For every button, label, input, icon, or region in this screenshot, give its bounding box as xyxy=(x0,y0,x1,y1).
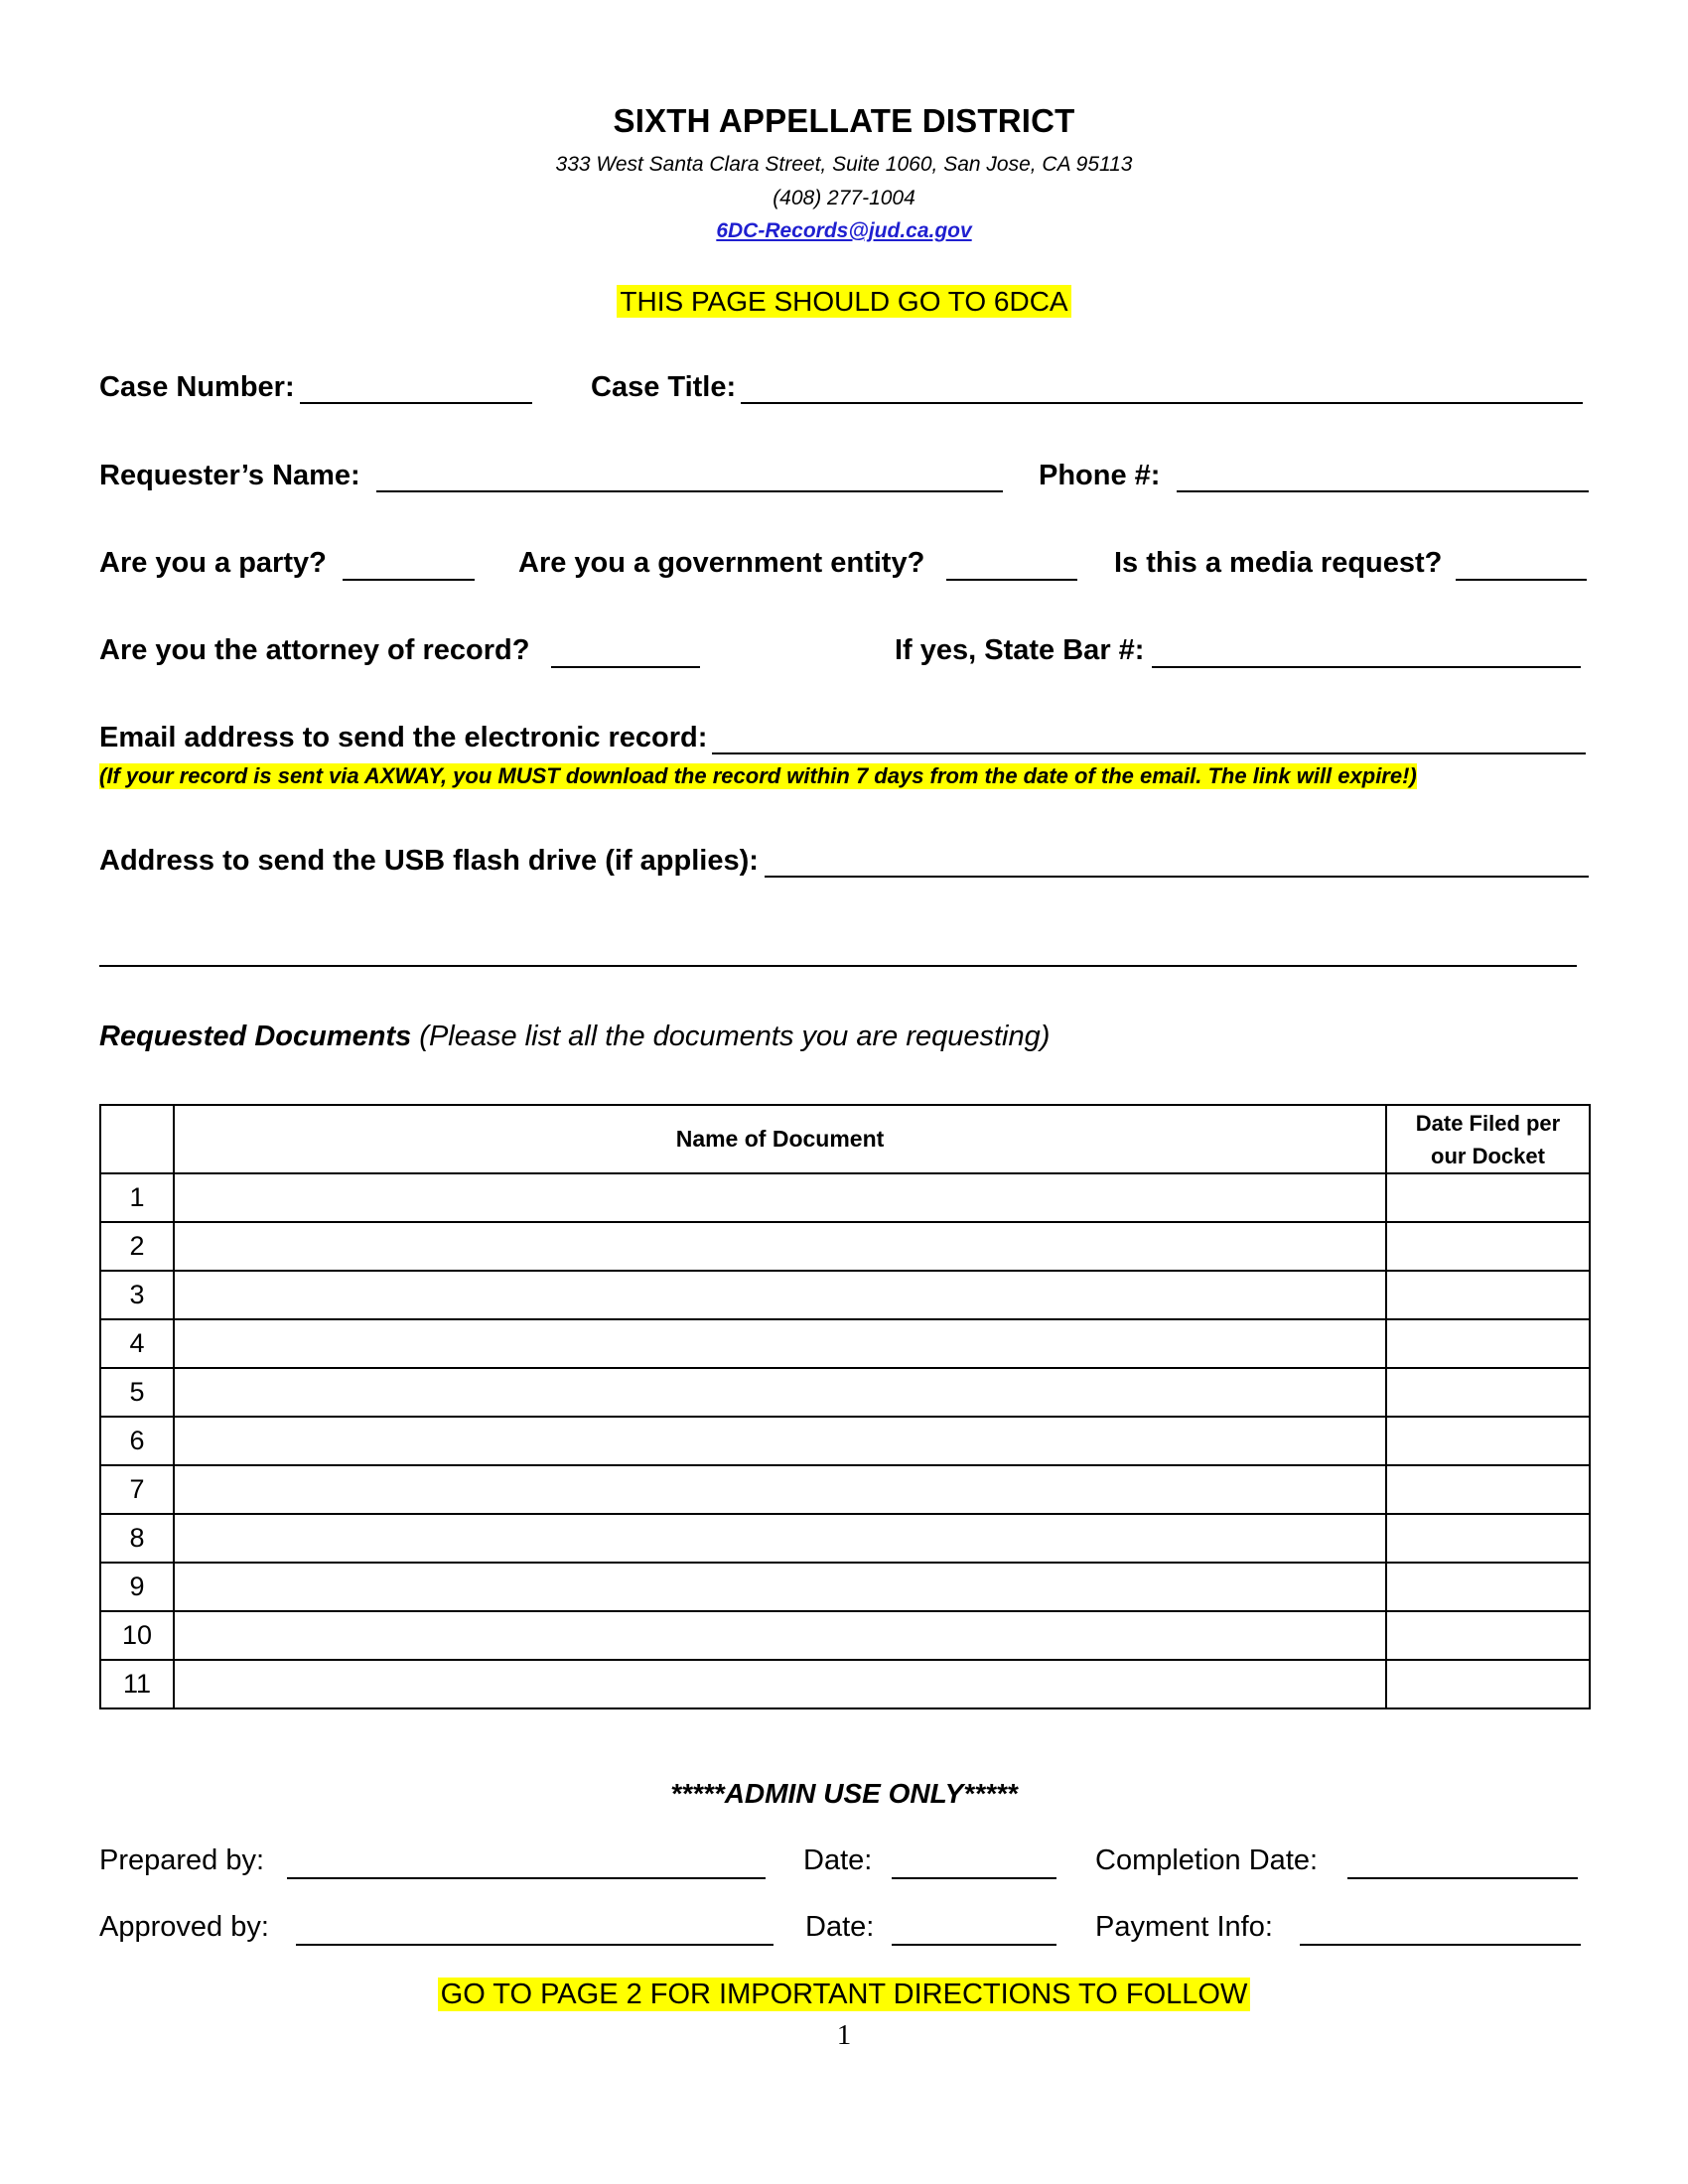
page-two-banner xyxy=(0,1979,1688,2011)
approved-by-label: Approved by: xyxy=(99,1911,269,1943)
prepared-by-label: Prepared by: xyxy=(99,1844,265,1876)
case-title-field[interactable] xyxy=(741,402,1583,404)
phone-label: Phone #: xyxy=(1039,460,1161,491)
document-name-cell[interactable] xyxy=(174,1319,1386,1368)
row-number: 11 xyxy=(100,1660,174,1708)
date-filed-cell[interactable] xyxy=(1386,1417,1590,1465)
row-number: 9 xyxy=(100,1563,174,1611)
requester-name-label: Requester’s Name: xyxy=(99,460,360,491)
document-name-cell[interactable] xyxy=(174,1660,1386,1708)
document-name-cell[interactable] xyxy=(174,1465,1386,1514)
document-name-cell[interactable] xyxy=(174,1563,1386,1611)
usb-address-field[interactable] xyxy=(765,876,1589,878)
document-name-cell[interactable] xyxy=(174,1271,1386,1319)
attorney-label: Are you the attorney of record? xyxy=(99,634,530,666)
prepared-by-field[interactable] xyxy=(287,1877,766,1879)
government-field[interactable] xyxy=(946,579,1077,581)
table-row xyxy=(100,1465,1590,1514)
date-filed-header xyxy=(1386,1105,1590,1173)
row-number: 2 xyxy=(100,1222,174,1271)
payment-info-label: Payment Info: xyxy=(1095,1911,1273,1943)
date-filed-cell[interactable] xyxy=(1386,1660,1590,1708)
table-row xyxy=(100,1514,1590,1563)
media-field[interactable] xyxy=(1456,579,1587,581)
row-number: 6 xyxy=(100,1417,174,1465)
date-filed-cell[interactable] xyxy=(1386,1514,1590,1563)
completion-date-field[interactable] xyxy=(1347,1877,1578,1879)
table-row xyxy=(100,1319,1590,1368)
document-name-cell[interactable] xyxy=(174,1514,1386,1563)
case-title-label: Case Title: xyxy=(591,371,737,403)
document-name-cell[interactable] xyxy=(174,1611,1386,1660)
usb-address-label: Address to send the USB flash drive (if applies): xyxy=(99,845,759,877)
email-label: Email address to send the electronic record: xyxy=(99,722,708,753)
party-field[interactable] xyxy=(343,579,475,581)
document-name-header: Name of Document xyxy=(174,1105,1386,1173)
page-number: 1 xyxy=(836,2019,852,2051)
prepared-date-label: Date: xyxy=(803,1844,873,1876)
send-to-banner xyxy=(0,286,1688,318)
media-label: Is this a media request? xyxy=(1114,547,1443,579)
usb-address-field-line-2[interactable] xyxy=(99,965,1577,967)
case-number-label: Case Number: xyxy=(99,371,295,403)
requester-name-field[interactable] xyxy=(376,490,1003,492)
approved-by-field[interactable] xyxy=(296,1944,774,1946)
date-filed-cell[interactable] xyxy=(1386,1563,1590,1611)
state-bar-field[interactable] xyxy=(1152,666,1581,668)
requested-documents-instructions: (Please list all the documents you are requesting) xyxy=(419,1021,1051,1052)
attorney-field[interactable] xyxy=(551,666,700,668)
row-number: 3 xyxy=(100,1271,174,1319)
page-title: SIXTH APPELLATE DISTRICT xyxy=(613,102,1075,139)
date-filed-cell[interactable] xyxy=(1386,1222,1590,1271)
date-filed-header-line1: Date Filed per xyxy=(1415,1110,1561,1136)
date-filed-header-line2: our Docket xyxy=(1431,1143,1545,1168)
row-number: 4 xyxy=(100,1319,174,1368)
admin-use-only-heading: *****ADMIN USE ONLY***** xyxy=(670,1778,1018,1809)
date-filed-cell[interactable] xyxy=(1386,1319,1590,1368)
court-email-link[interactable]: 6DC-Records@jud.ca.gov xyxy=(716,219,972,242)
row-number: 10 xyxy=(100,1611,174,1660)
email-field[interactable] xyxy=(712,752,1586,754)
date-filed-cell[interactable] xyxy=(1386,1611,1590,1660)
row-number-header xyxy=(100,1105,174,1173)
state-bar-label: If yes, State Bar #: xyxy=(895,634,1145,666)
court-email-row xyxy=(0,219,1688,243)
table-row xyxy=(100,1173,1590,1222)
document-name-cell[interactable] xyxy=(174,1173,1386,1222)
prepared-date-field[interactable] xyxy=(892,1877,1056,1879)
date-filed-cell[interactable] xyxy=(1386,1368,1590,1417)
payment-info-field[interactable] xyxy=(1300,1944,1581,1946)
approved-date-field[interactable] xyxy=(892,1944,1056,1946)
axway-note: (If your record is sent via AXWAY, you MUST download the record within 7 days from the date of the email. The link will expire!) xyxy=(99,763,1417,788)
table-row xyxy=(100,1611,1590,1660)
table-row xyxy=(100,1368,1590,1417)
party-label: Are you a party? xyxy=(99,547,327,579)
date-filed-cell[interactable] xyxy=(1386,1173,1590,1222)
requested-documents-heading xyxy=(99,1021,1050,1053)
table-row xyxy=(100,1660,1590,1708)
row-number: 5 xyxy=(100,1368,174,1417)
court-phone: (408) 277-1004 xyxy=(773,187,915,209)
table-row xyxy=(100,1222,1590,1271)
requested-documents-title: Requested Documents xyxy=(99,1021,412,1052)
send-to-banner-text: THIS PAGE SHOULD GO TO 6DCA xyxy=(617,285,1070,318)
documents-table-header xyxy=(100,1105,1590,1173)
completion-date-label: Completion Date: xyxy=(1095,1844,1319,1876)
row-number: 8 xyxy=(100,1514,174,1563)
table-row xyxy=(100,1271,1590,1319)
table-row xyxy=(100,1563,1590,1611)
documents-table xyxy=(99,1104,1591,1709)
phone-field[interactable] xyxy=(1177,490,1589,492)
approved-date-label: Date: xyxy=(805,1911,875,1943)
document-name-cell[interactable] xyxy=(174,1222,1386,1271)
date-filed-cell[interactable] xyxy=(1386,1271,1590,1319)
row-number: 1 xyxy=(100,1173,174,1222)
document-name-cell[interactable] xyxy=(174,1368,1386,1417)
date-filed-cell[interactable] xyxy=(1386,1465,1590,1514)
case-number-field[interactable] xyxy=(300,402,532,404)
court-address: 333 West Santa Clara Street, Suite 1060, San Jose, CA 95113 xyxy=(555,153,1133,176)
page-two-banner-text: GO TO PAGE 2 FOR IMPORTANT DIRECTIONS TO FOLLOW xyxy=(438,1978,1251,2011)
row-number: 7 xyxy=(100,1465,174,1514)
document-name-cell[interactable] xyxy=(174,1417,1386,1465)
table-row xyxy=(100,1417,1590,1465)
government-label: Are you a government entity? xyxy=(518,547,925,579)
